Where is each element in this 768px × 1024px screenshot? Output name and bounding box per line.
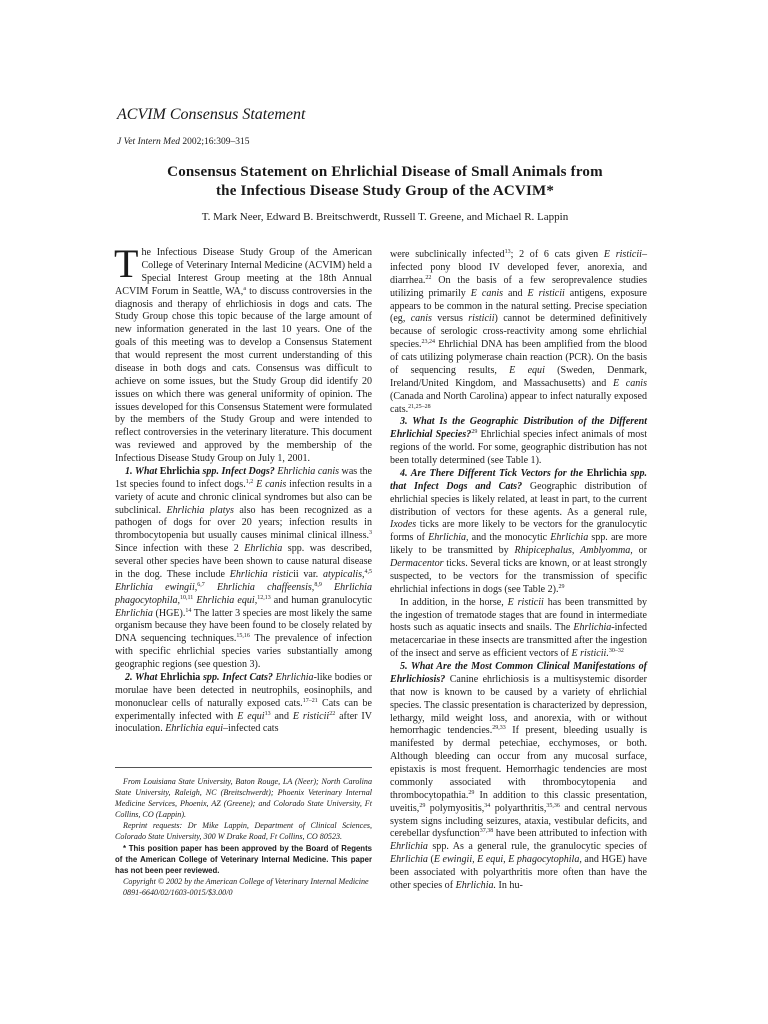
text-run: Since infection with these 2: [115, 543, 245, 555]
text-run: Ehrlichia.: [455, 879, 497, 891]
paragraph: [114, 241, 372, 466]
text-run: Ehrlichial DNA has been amplified from the blood of cats utilizing polymerase chain reaction (PCR). On the basis of sequencing results,: [390, 339, 647, 376]
text-run: 3. What Is the Geographic Distribution of the Different Ehrlichial Species?: [390, 416, 647, 441]
text-run: E risticii: [292, 710, 330, 722]
text-run: In addition to this classic presentation, uveitis,: [390, 789, 647, 814]
text-run: E canis: [256, 478, 287, 490]
paragraph: [390, 597, 647, 661]
paragraph: [115, 843, 372, 876]
text-run: was the 1st species found to infect dogs.: [115, 465, 372, 490]
text-run: Ehrlichia: [115, 607, 153, 619]
text-run: Ehrlichia equi: [165, 723, 223, 735]
text-run: * This position paper has been approved by the Board of Regents of the American College of Veterinary Internal Medicine. This paper has not been peer reviewed.: [115, 843, 372, 875]
reference-superscript: 35,36: [546, 802, 560, 809]
text-run: Ehrlichia chaffeensis,: [216, 581, 315, 593]
text-run: Ehrlichial species infect animals of most regions of the world. For some, geographic distribution has not been totally determined (see Table 1).: [390, 429, 647, 466]
reference-superscript: 30–32: [608, 648, 624, 655]
reference-superscript: 17–21: [302, 697, 318, 704]
text-run: and the monocytic: [468, 532, 551, 544]
text-run: atypicalis,: [322, 568, 365, 580]
title-line: the Infectious Disease Study Group of the ACVIM*: [215, 183, 555, 199]
text-run: Reprint requests: Dr Mike Lappin, Department of Clinical Sciences, Colorado State University, 300 W Drake Road, Ft Collins, CO 80523.: [115, 821, 372, 842]
paragraph: [115, 820, 372, 842]
journal-year-pages: 2002;16:309–315: [180, 137, 250, 147]
footnote-separator: [115, 767, 372, 768]
reference-superscript: 37,38: [479, 828, 494, 835]
text-run: Geographic distribution of ehrlichial species is likely related, at least in part, to the current distribution of vectors for these agents. As a general rule,: [390, 480, 647, 518]
text-run: spp. Infect Dogs?: [199, 465, 275, 477]
text-run: Ehrlichia,: [428, 532, 469, 544]
reference-superscript: 22: [329, 710, 336, 717]
paragraph: [390, 249, 647, 416]
text-run: Ehrlichia ewingii,: [115, 581, 198, 593]
text-run: ticks. Several ticks are known, or at least strongly suspected, to be vectors for the transmission of specific ehrlichial infections in dogs (see Table 2).: [390, 558, 647, 595]
title-line: Consensus Statement on Ehrlichial Disease of Small Animals from: [167, 164, 603, 180]
reference-superscript: 29: [468, 789, 475, 796]
text-run: spp. are more likely to be transmitted by: [390, 532, 647, 557]
right-text-column: [390, 249, 647, 893]
text-run: spp. Infect Cats?: [200, 671, 273, 683]
text-run: were subclinically infected: [390, 249, 505, 260]
reference-superscript: 34: [484, 802, 491, 809]
text-run: polyarthritis,: [490, 802, 547, 814]
text-run: Ehrlichia ristic: [229, 568, 294, 580]
text-run: E canis: [612, 377, 647, 389]
text-run: Ehrlichia: [159, 465, 200, 477]
reference-superscript: 6,7: [197, 581, 205, 588]
paragraph: [115, 466, 372, 672]
paragraph: [390, 661, 647, 893]
drop-cap: T: [114, 241, 139, 286]
paragraph: [390, 468, 647, 597]
text-run: Ixodes: [390, 519, 417, 531]
reference-superscript: 14: [185, 607, 192, 614]
text-run: Ehrlichia: [390, 841, 428, 853]
text-run: E risticii: [507, 596, 544, 608]
text-run: ii: [293, 568, 299, 580]
text-run: E ewingii, E equi, E phagocytophila,: [433, 854, 582, 866]
text-run: 1. What: [125, 465, 160, 477]
left-text-column: [114, 241, 373, 736]
reference-superscript: a: [243, 285, 246, 292]
text-run: –infected cats: [223, 723, 279, 735]
reference-superscript: 23,24: [421, 339, 436, 346]
text-run: E canis: [470, 287, 504, 299]
text-run: Ehrlichia platys: [166, 504, 234, 516]
text-run: polymyositis,: [425, 802, 485, 814]
reference-superscript: 10,11: [180, 594, 194, 601]
series-heading: ACVIM Consensus Statement: [117, 106, 306, 123]
text-run: 0891-6640/02/1603-0015/$3.00/0: [123, 887, 233, 897]
reference-superscript: 8,9: [314, 581, 322, 588]
article-title: [95, 163, 675, 201]
reference-superscript: 29: [419, 802, 426, 809]
reference-superscript: 13: [504, 249, 511, 255]
text-run: spp. As a general rule, the granulocytic species of: [427, 841, 647, 853]
reference-superscript: 4,5: [364, 568, 373, 575]
text-run: risticii: [468, 313, 495, 325]
text-run: E risticii: [603, 249, 642, 260]
text-run: E risticii: [527, 287, 565, 299]
text-run: Dermacentor: [390, 558, 444, 569]
text-run: Ehrlichia: [586, 467, 627, 479]
text-run: On the basis of a few seroprevalence studies utilizing primarily: [390, 274, 647, 299]
text-run: spp. that Infect Dogs and Cats?: [390, 467, 647, 492]
text-run: -infected metacercariae in these insects are transmitted after the ingestion of the insect and serve as efficient vectors of: [390, 622, 647, 660]
text-run: [205, 582, 217, 593]
reference-superscript: 21,25–28: [408, 403, 431, 410]
text-run: E risticii.: [571, 648, 609, 660]
text-run: Rhipicephalus, Amblyomma,: [514, 545, 633, 557]
text-run: Ehrlichia: [550, 532, 589, 544]
text-run: E equi: [237, 710, 265, 722]
text-run: spp. was described, several other species have been shown to cause natural disease in the dog. These include: [115, 543, 372, 580]
text-run: (Canada and North Carolina) appear to infect naturally exposed cats.: [390, 390, 647, 415]
text-run: infection results in a variety of acute and chronic clinical syndromes but also can be subclinical.: [115, 478, 372, 516]
reference-superscript: 13: [264, 710, 271, 717]
paragraph: [115, 887, 372, 898]
text-run: Ehrlichia: [160, 671, 201, 683]
text-run: Ehrlichia phagocytophila,: [115, 581, 372, 606]
text-run: If present, bleeding usually is manifested by dermal petechiae, ecchymoses, or both. Although bleeding can occur from any mucosal surface, epistaxis is most frequent. Hemorrhagic tendencies are most commonly associated with thrombocytopenia and thrombocytopathia.: [390, 725, 647, 801]
text-run: In hu-: [496, 879, 523, 891]
text-run: to discuss controversies in the diagnosis and therapy of ehrlichiosis in dogs and cats. The Study Group chose this topic because of the large amount of new information generated in the last 10 years. One of the goals of this meeting was to develop a Consensus Statement that would represent the most current understanding of this disease in both dogs and cats. Consensus was difficult to achieve on some issues, but the Study Group did identify 20 issues on which there was general uniformity of opinion. The issues developed for this Consensus Statement were formulated by the members of the Study Group and were intended to reflect controversies in the veterinary literature. This document was reviewed and approved by the membership of the Infectious Disease Study Group on July 1, 2001.: [115, 285, 372, 464]
text-run: Ehrlichia canis: [277, 465, 340, 477]
text-run: after IV inoculation.: [115, 710, 373, 735]
text-run: In addition, in the horse,: [400, 596, 508, 608]
text-run: Ehrlichia: [390, 854, 428, 866]
text-run: and HGE) have been associated with polyarthritis more often than have the other species of: [390, 854, 647, 891]
text-run: –infected pony blood IV developed fever, anorexia, and diarrhea.: [390, 249, 647, 286]
text-run: antigens, exposure appears to be common in the natural setting. Precise speciation (eg,: [390, 287, 647, 325]
text-run: has been transmitted by the ingestion of trematode stages that are found in intermediate hosts such as aquatic insects and snails. The: [390, 596, 647, 634]
text-run: and: [270, 710, 293, 722]
text-run: (HGE).: [152, 607, 186, 619]
text-run: -like bodies or morulae have been detected in neutrophils, eosinophils, and mononuclear cells of naturally exposed cats.: [115, 671, 372, 709]
text-run: also has been recognized as a pathogen of dogs for over 20 years; infection results in thrombocytopenia but usually causes minimal clinical illness.: [115, 504, 373, 542]
text-run: [322, 582, 334, 593]
text-run: 2. What: [125, 671, 161, 683]
text-run: Canine ehrlichiosis is a multisystemic disorder that now is known to be caused by a variety of ehrlichial species. The classic presentation is characterized by depression, lethargy, mild weight loss, and anorexia, with or without hemorrhagic tendencies.: [390, 673, 647, 737]
text-run: Ehrlichia: [573, 622, 612, 634]
reference-superscript: 12,13: [257, 594, 271, 601]
text-run: ticks are more likely to be vectors for the granulocytic forms of: [390, 519, 647, 544]
reference-superscript: 29,33: [492, 725, 506, 732]
text-run: Cats can be experimentally infected with: [115, 697, 372, 722]
reference-superscript: 29: [471, 429, 478, 436]
journal-citation: [117, 137, 249, 147]
paragraph: [115, 672, 372, 736]
reference-superscript: 15,16: [236, 633, 250, 640]
text-run: Copyright © 2002 by the American College of Veterinary Internal Medicine: [123, 876, 369, 886]
text-run: ; 2 of 6 cats given: [510, 249, 604, 260]
text-run: 5. What Are the Most Common Clinical Manifestations of Ehrlichiosis?: [390, 661, 647, 685]
text-run: and: [503, 287, 528, 299]
text-run: (: [427, 854, 434, 866]
paragraph: [390, 416, 647, 468]
reference-superscript: 22: [425, 274, 432, 281]
text-run: The latter 3 species are most likely the same organism because they have been found to be closely related by DNA sequencing techniques.: [115, 607, 372, 645]
text-run: he Infectious Disease Study Group of the American College of Veterinary Internal Medicine (ACVIM) held a Special Interest Group meeting at the 18th Annual ACVIM Forum in Seattle, WA,: [115, 247, 372, 297]
text-run: (Sweden, Denmark, Ireland/United Kingdom, and Massachusetts) and: [390, 364, 647, 389]
text-run: 4. Are There Different Tick Vectors for the: [400, 467, 587, 479]
reference-superscript: 1,2: [245, 478, 254, 485]
text-run: Ehrlichia equi,: [196, 594, 258, 606]
text-run: versus: [431, 313, 469, 325]
text-run: or: [632, 545, 647, 557]
text-run: var.: [298, 568, 323, 580]
author-list: T. Mark Neer, Edward B. Breitschwerdt, Russell T. Greene, and Michael R. Lappin: [201, 211, 569, 223]
text-run: The prevalence of infection with specific ehrlichial species varies substantially among geographic regions (see question 3).: [115, 633, 372, 670]
journal-name: J Vet Intern Med: [117, 137, 181, 147]
text-run: Ehrlichia: [275, 671, 314, 683]
footnotes: [115, 776, 372, 898]
reference-superscript: 3: [369, 530, 372, 537]
text-run: Ehrlichia: [244, 543, 283, 555]
text-run: and human granulocytic: [270, 594, 372, 606]
paragraph: [115, 776, 372, 820]
paragraph: [115, 876, 372, 887]
text-run: have been attributed to infection with: [493, 828, 648, 840]
text-run: and central nervous system signs including seizures, ataxia, vestibular deficits, and cerebellar dysfunction: [390, 802, 647, 840]
text-run: canis: [410, 313, 432, 325]
reference-superscript: 29: [558, 583, 565, 590]
text-run: E equi: [509, 364, 545, 376]
text-run: From Louisiana State University, Baton Rouge, LA (Neer); North Carolina State University, Raleigh, NC (Breitschwerdt); Phoenix Veterinary Internal Medicine Services, Phoenix, AZ (Greene); and Colorado State University, Ft Collins, CO (Lappin).: [115, 777, 372, 820]
text-run: ) cannot be determined definitively because of serologic cross-reactivity among some ehrlichial species.: [390, 313, 647, 351]
